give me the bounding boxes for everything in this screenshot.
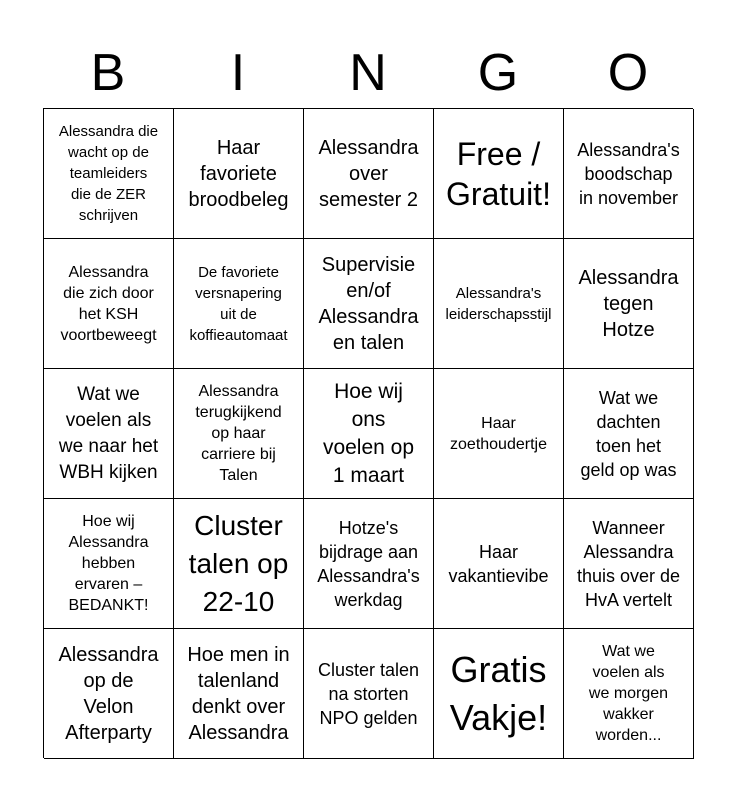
- cell-text: Cluster talen na storten NPO gelden: [317, 659, 420, 728]
- bingo-cell[interactable]: [304, 499, 434, 629]
- cell-text: Alessandra's leiderschapsstijl: [445, 284, 552, 323]
- header-letter-n: N: [349, 44, 387, 102]
- cell-text: Alessandra tegen Hotze: [578, 266, 679, 341]
- bingo-cell[interactable]: [304, 629, 434, 759]
- cell-text: Hoe men in talenland denkt over Alessandra: [187, 643, 290, 744]
- bingo-grid: [43, 108, 693, 758]
- bingo-cell[interactable]: [564, 239, 694, 369]
- bingo-cell[interactable]: [304, 369, 434, 499]
- cell-text: Hoe wij Alessandra hebben ervaren – BEDANKT!: [68, 513, 149, 614]
- bingo-cell[interactable]: [174, 499, 304, 629]
- cell-text: Alessandra terugkijkend op haar carriere bij Talen: [195, 383, 282, 484]
- bingo-cell[interactable]: [44, 369, 174, 499]
- cell-text: De favoriete versnapering uit de koffieautomaat: [189, 263, 288, 344]
- free-cell[interactable]: [434, 629, 564, 759]
- bingo-cell[interactable]: [44, 239, 174, 369]
- cell-text: Haar favoriete broodbeleg: [188, 136, 289, 211]
- cell-text: Free / Gratuit!: [446, 135, 551, 212]
- bingo-cell[interactable]: [304, 109, 434, 239]
- bingo-cell[interactable]: [434, 369, 564, 499]
- header-letter-i: I: [230, 44, 246, 102]
- cell-text: Alessandra over semester 2: [318, 136, 419, 211]
- header-letter-g: G: [477, 44, 519, 102]
- header-letter-o: O: [607, 44, 649, 102]
- cell-text: Wat we dachten toen het geld op was: [580, 387, 677, 480]
- bingo-cell[interactable]: [174, 629, 304, 759]
- free-cell[interactable]: [434, 109, 564, 239]
- cell-text: Haar zoethoudertje: [450, 414, 547, 453]
- bingo-cell[interactable]: [44, 629, 174, 759]
- bingo-cell[interactable]: [304, 239, 434, 369]
- bingo-cell[interactable]: [174, 369, 304, 499]
- header-letter-b: B: [90, 44, 126, 102]
- bingo-cell[interactable]: [44, 109, 174, 239]
- cell-text: Wat we voelen als we morgen wakker worden...: [588, 643, 669, 744]
- cell-text: Alessandra op de Velon Afterparty: [58, 643, 159, 744]
- cell-text: Wanneer Alessandra thuis over de HvA vertelt: [576, 517, 681, 610]
- bingo-cell[interactable]: [434, 239, 564, 369]
- cell-text: Alessandra's boodschap in november: [577, 139, 680, 208]
- cell-text: Haar vakantievibe: [448, 541, 549, 586]
- cell-text: Supervisie en/of Alessandra en talen: [318, 253, 419, 354]
- bingo-cell[interactable]: [564, 369, 694, 499]
- cell-text: Cluster talen op 22-10: [188, 509, 289, 617]
- bingo-cell[interactable]: [174, 109, 304, 239]
- bingo-cell[interactable]: [174, 239, 304, 369]
- cell-text: Wat we voelen als we naar het WBH kijken: [58, 383, 159, 483]
- cell-text: Hoe wij ons voelen op 1 maart: [322, 379, 415, 487]
- bingo-cell[interactable]: [44, 499, 174, 629]
- cell-text: Hotze's bijdrage aan Alessandra's werkdag: [317, 517, 420, 610]
- cell-text: Gratis Vakje!: [449, 648, 548, 738]
- cell-text: Alessandra die zich door het KSH voortbeweegt: [60, 263, 157, 344]
- bingo-cell[interactable]: [564, 629, 694, 759]
- bingo-cell[interactable]: [434, 499, 564, 629]
- cell-text: Alessandra die wacht op de teamleiders die de ZER schrijven: [58, 123, 159, 224]
- bingo-header: [43, 42, 693, 104]
- bingo-cell[interactable]: [564, 109, 694, 239]
- bingo-cell[interactable]: [564, 499, 694, 629]
